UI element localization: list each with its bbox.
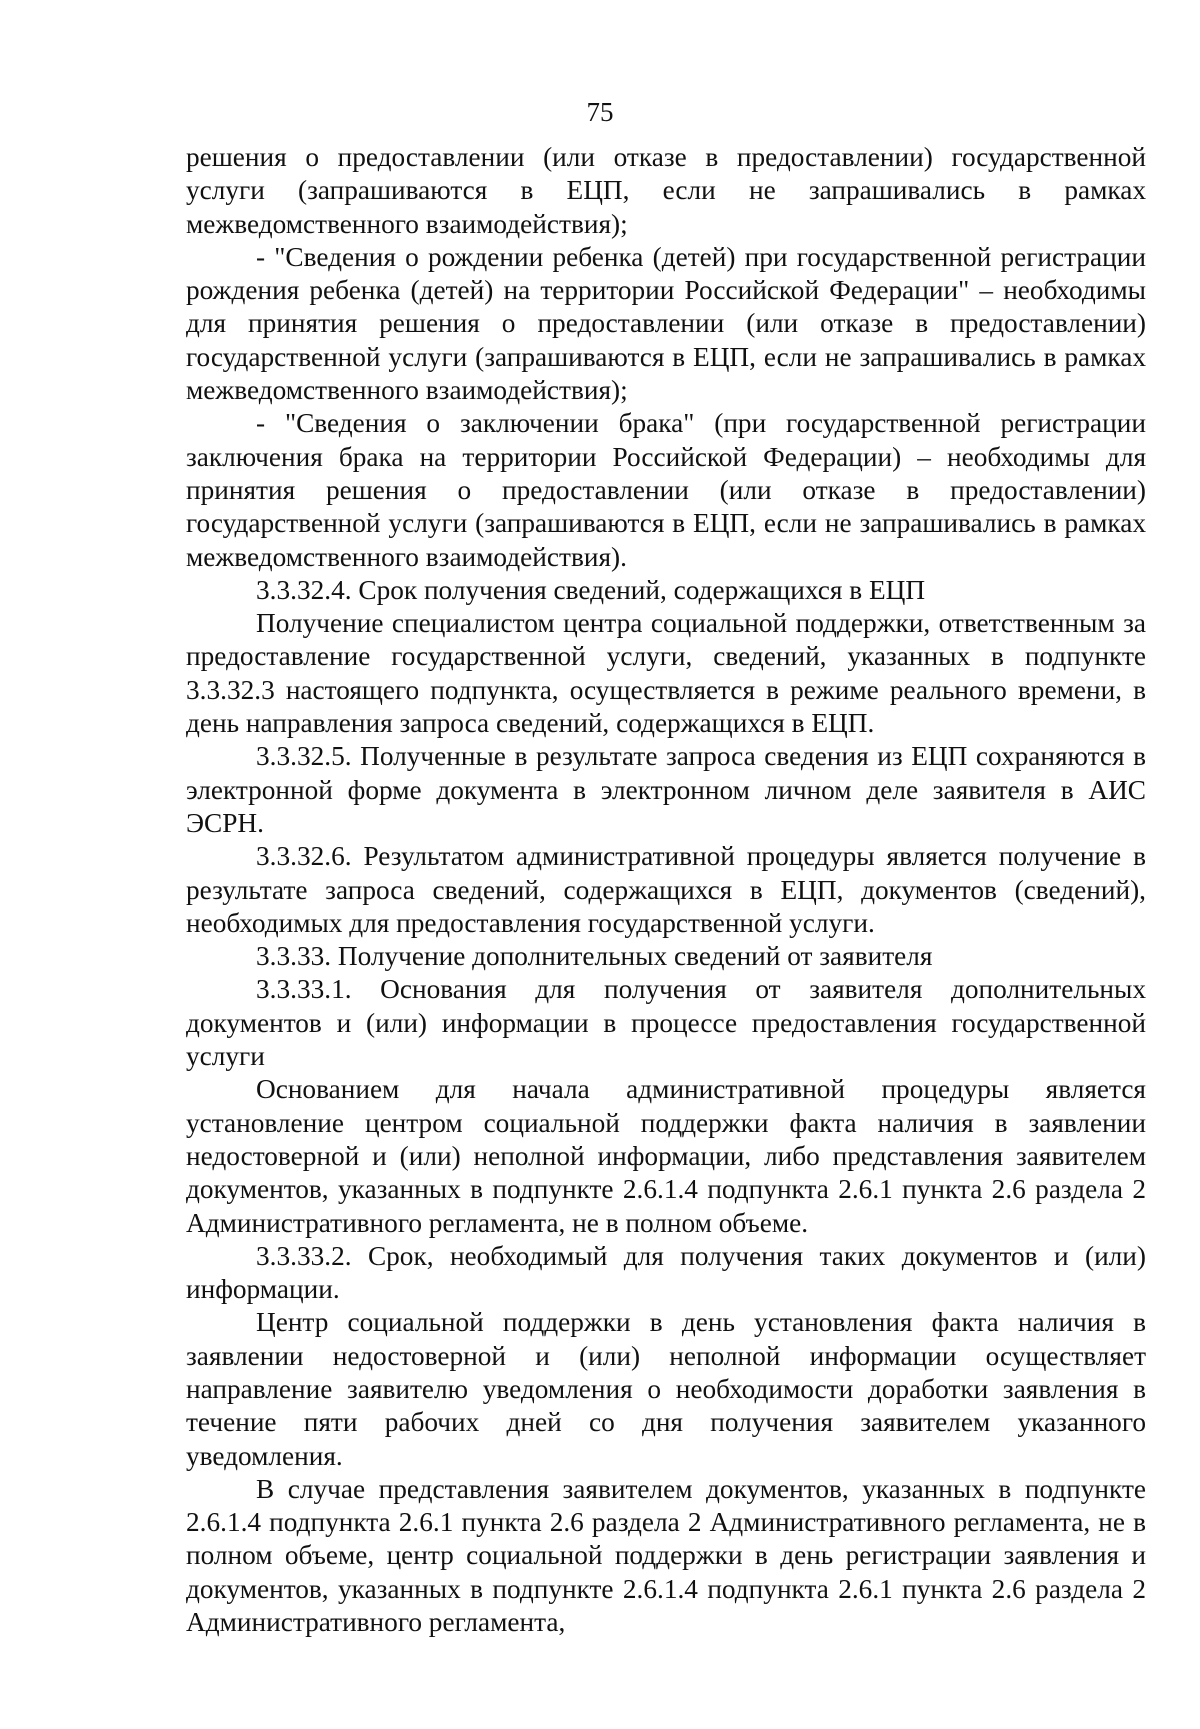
- page-number: 75: [586, 97, 614, 127]
- document-body: [186, 141, 1146, 1639]
- section-heading-3-3-33: 3.3.33. Получение дополнительных сведений от заявителя: [256, 941, 933, 972]
- paragraph-7: 3.3.32.6. Результатом административной процедуры является получение в результате запроса сведений, содержащихся в ЕЦП, документов (сведений), необходимых для предоставления государственной услуги.: [186, 841, 1146, 938]
- paragraph-2: - "Сведения о рождении ребенка (детей) при государственной регистрации рождения ребенка (детей) на территории Российской Федерации" – необходимы для принятия решения о предоставлении (или отказе в предоставлении) государственной услуги (запрашиваются в ЕЦП, если не запрашивались в рамках межведомственного взаимодействия);: [186, 241, 1146, 406]
- paragraph-6: 3.3.32.5. Полученные в результате запроса сведения из ЕЦП сохраняются в электронной форме документа в электронном личном деле заявителя в АИС ЭСРН.: [186, 741, 1146, 838]
- paragraph-1: решения о предоставлении (или отказе в предоставлении) государственной услуги (запрашиваются в ЕЦП, если не запрашивались в рамках межведомственного взаимодействия);: [186, 142, 1146, 239]
- section-heading-3-3-33-1: 3.3.33.1. Основания для получения от заявителя дополнительных документов и (или) информации в процессе предоставления государственной услуги: [186, 974, 1146, 1072]
- paragraph-13: В случае представления заявителем документов, указанных в подпункте 2.6.1.4 подпункта 2.6.1 пункта 2.6 раздела 2 Административного регламента, не в полном объеме, центр социальной поддержки в день регистрации заявления и документов, указанных в подпункте 2.6.1.4 подпункта 2.6.1 пункта 2.6 раздела 2 Административного регламента,: [186, 1473, 1146, 1638]
- paragraph-5: Получение специалистом центра социальной поддержки, ответственным за предоставление государственной услуги, сведений, указанных в подпункте 3.3.32.3 настоящего подпункта, осуществляется в режиме реального времени, в день направления запроса сведений, содержащихся в ЕЦП.: [186, 608, 1146, 739]
- paragraph-3: - "Сведения о заключении брака" (при государственной регистрации заключения брака на территории Российской Федерации) – необходимы для принятия решения о предоставлении (или отказе в предоставлении) государственной услуги (запрашиваются в ЕЦП, если не запрашивались в рамках межведомственного взаимодействия).: [186, 408, 1146, 572]
- section-heading-3-3-32-4: 3.3.32.4. Срок получения сведений, содержащихся в ЕЦП: [256, 574, 926, 605]
- paragraph-12: Центр социальной поддержки в день установления факта наличия в заявлении недостоверной и (или) неполной информации осуществляет направление заявителю уведомления о необходимости доработки заявления в течение пяти рабочих дней со дня получения заявителем указанного уведомления.: [186, 1307, 1146, 1471]
- paragraph-10: Основанием для начала административной процедуры является установление центром социальной поддержки факта наличия в заявлении недостоверной и (или) неполной информации, либо представления заявителем документов, указанных в подпункте 2.6.1.4 подпункта 2.6.1 пункта 2.6 раздела 2 Административного регламента, не в полном объеме.: [186, 1074, 1146, 1238]
- section-heading-3-3-33-2: 3.3.33.2. Срок, необходимый для получения таких документов и (или) информации.: [186, 1240, 1146, 1305]
